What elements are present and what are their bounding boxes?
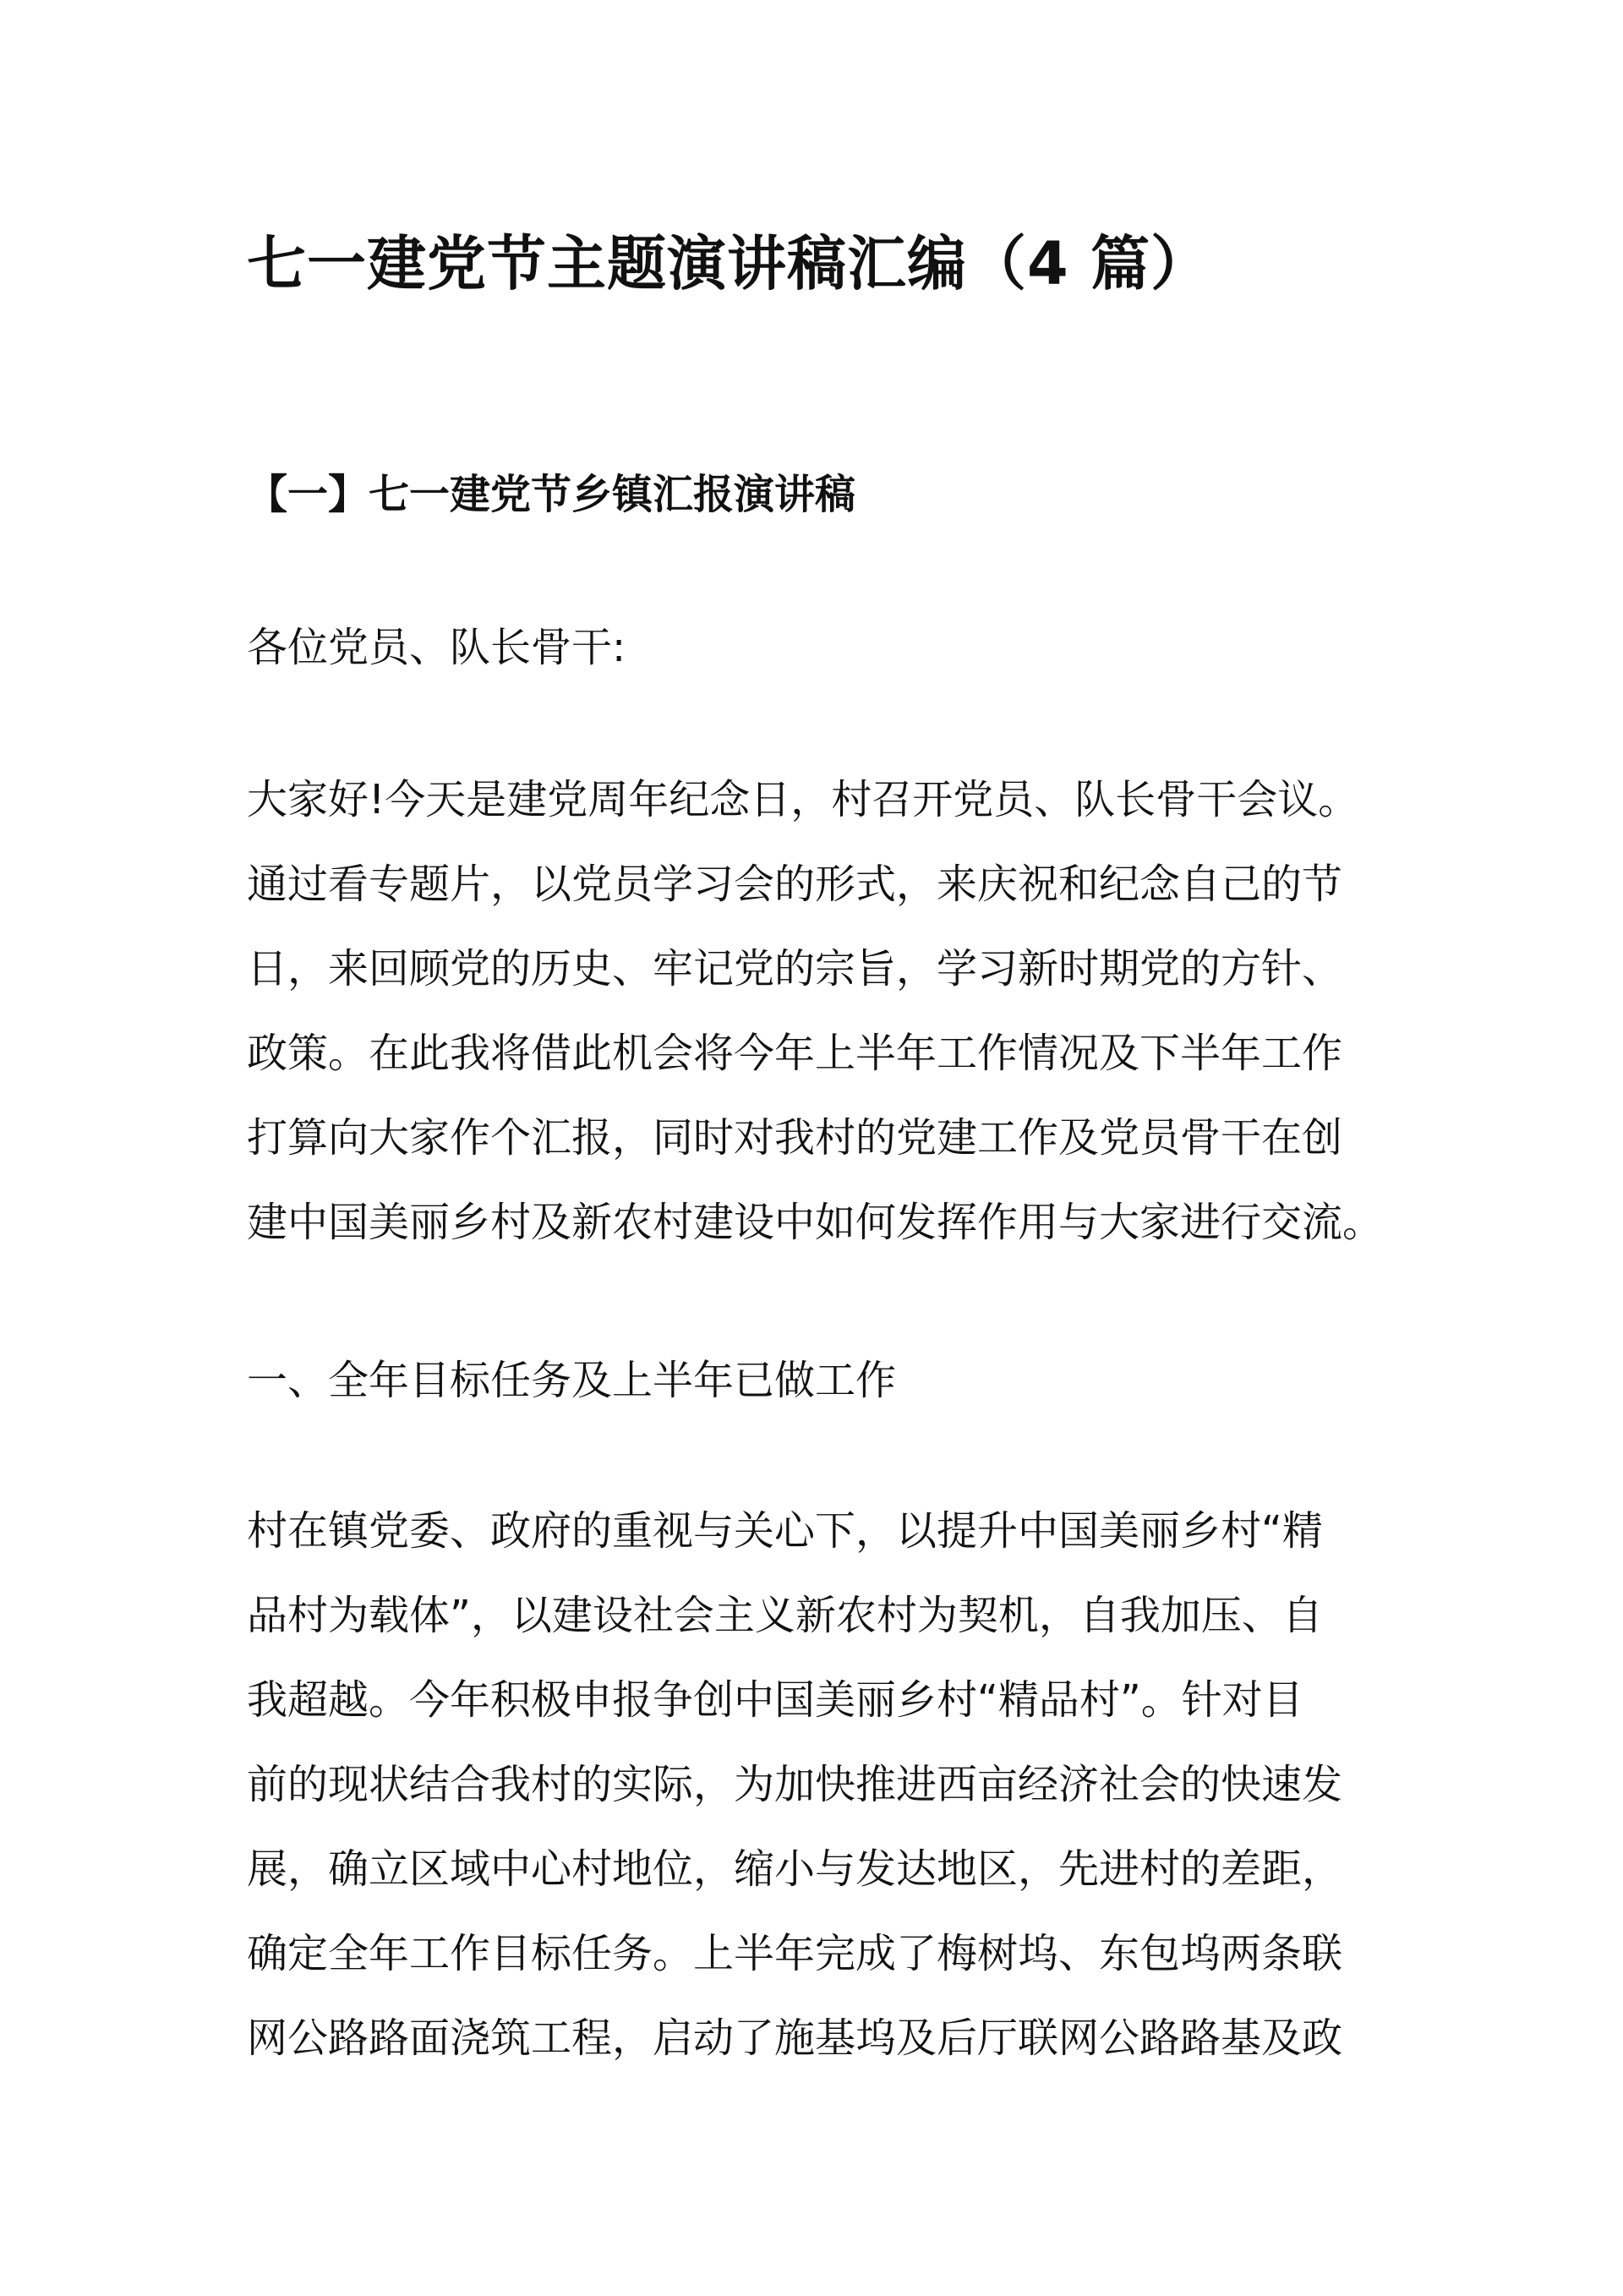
paragraph-1 — [247, 757, 1383, 1265]
paragraph-line: 品村为载体”，以建设社会主义新农村为契机，自我加压、自 — [247, 1592, 1323, 1639]
paragraph-line: 确定全年工作目标任务。上半年完成了梅树坞、东包坞两条联 — [247, 1930, 1343, 1977]
subheading — [247, 1338, 896, 1423]
paragraph-line: 我超越。今年积极申报争创中国美丽乡村“精品村”。针对目 — [247, 1676, 1303, 1724]
paragraph-2 — [247, 1489, 1342, 2080]
salutation-line: 各位党员、队长骨干: — [247, 624, 626, 671]
document-title: 七一建党节主题演讲稿汇编（4 篇） — [247, 229, 1211, 298]
paragraph-line: 前的现状结合我村的实际，为加快推进西亩经济社会的快速发 — [247, 1761, 1343, 1808]
subheading-line: 一、全年目标任务及上半年已做工作 — [247, 1357, 897, 1404]
paragraph-line: 村在镇党委、政府的重视与关心下，以提升中国美丽乡村“精 — [247, 1507, 1323, 1555]
section-heading: 【一】七一建党节乡镇汇报演讲稿 — [247, 471, 856, 518]
paragraph-line: 建中国美丽乡村及新农村建设中如何发挥作用与大家进行交流。 — [247, 1199, 1384, 1246]
paragraph-line: 展，确立区域中心村地位，缩小与发达地区，先进村的差距， — [247, 1845, 1343, 1893]
paragraph-line: 日，来回顾党的历史、牢记党的宗旨，学习新时期党的方针、 — [247, 945, 1343, 992]
paragraph-line: 大家好!今天是建党周年纪念日，村召开党员、队长骨干会议。 — [247, 776, 1359, 823]
paragraph-line: 政策。在此我将借此机会将今年上半年工作情况及下半年工作 — [247, 1030, 1343, 1077]
paragraph-line: 打算向大家作个汇报，同时对我村的党建工作及党员骨干在创 — [247, 1114, 1343, 1162]
salutation — [247, 605, 626, 690]
paragraph-line: 通过看专题片，以党员学习会的形式，来庆祝和纪念自己的节 — [247, 861, 1343, 908]
paragraph-line: 网公路路面浇筑工程，启动了施基坞及后厅联网公路路基及政 — [247, 2014, 1343, 2062]
